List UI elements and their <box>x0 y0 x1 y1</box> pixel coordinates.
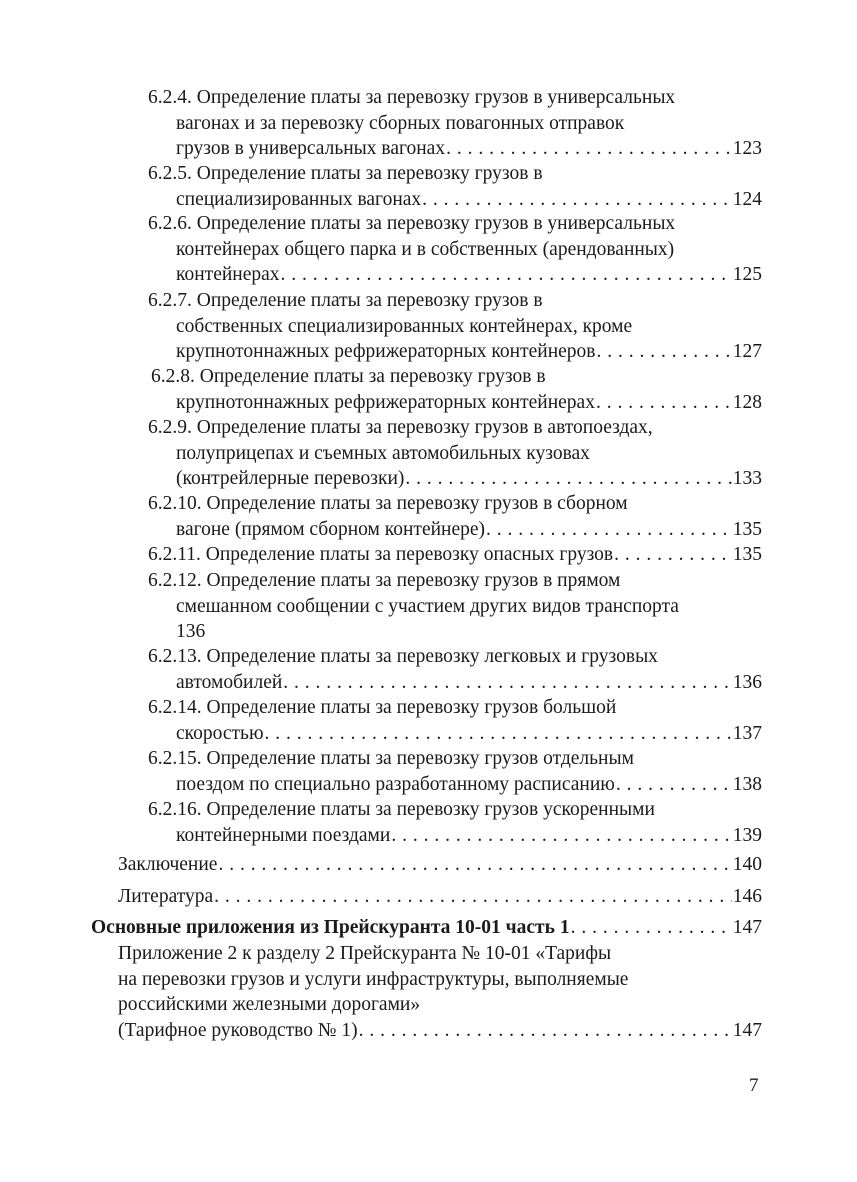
toc-page-number: 137 <box>732 722 762 744</box>
toc-entry-title: контейнерными поездами <box>176 824 391 846</box>
toc-entry-literature[interactable] <box>118 884 762 910</box>
toc-entry-line: 6.2.16. Определение платы за перевозку грузов ускоренными <box>148 799 655 820</box>
toc-entry-title: специализированных вагонах <box>176 188 422 210</box>
dot-leader <box>214 884 732 910</box>
toc-entry-6-2-9[interactable] <box>148 415 762 492</box>
toc-page-number: 147 <box>732 1019 762 1041</box>
toc-entry-6-2-4[interactable] <box>148 85 762 162</box>
toc-entry-title: автомобилей <box>176 671 283 693</box>
toc-entry-line: контейнерах общего парка и в собственных (арендованных) <box>176 238 675 260</box>
toc-entry-6-2-8[interactable] <box>151 364 762 415</box>
dot-leader <box>422 187 732 213</box>
toc-page-number: 146 <box>732 886 762 907</box>
toc-entry-6-2-16[interactable] <box>148 797 762 848</box>
toc-entry-title: Заключение <box>118 854 218 875</box>
toc-entry-6-2-5[interactable] <box>148 161 762 212</box>
dot-leader <box>405 466 731 492</box>
dot-leader <box>283 670 731 696</box>
toc-page-number: 138 <box>732 773 762 795</box>
dot-leader <box>571 915 732 941</box>
toc-page-number: 147 <box>732 917 762 938</box>
toc-entry-title: (контрейлерные перевозки) <box>176 468 405 489</box>
toc-page-number: 139 <box>732 824 762 846</box>
toc-entry-line: 6.2.5. Определение платы за перевозку грузов в <box>148 163 543 184</box>
toc-page-number: 136 <box>176 621 206 642</box>
dot-leader <box>486 517 732 543</box>
toc-entry-6-2-13[interactable] <box>148 644 762 695</box>
toc-entry-line: 6.2.10. Определение платы за перевозку грузов в сборном <box>148 493 628 514</box>
toc-entry-line: Приложение 2 к разделу 2 Прейскуранта № 10-01 «Тарифы <box>118 943 612 964</box>
toc-page-number: 140 <box>732 854 762 875</box>
toc-page-number: 133 <box>732 468 762 489</box>
toc-entry-title: грузов в универсальных вагонах <box>176 138 446 159</box>
dot-leader <box>218 852 731 878</box>
toc-entry-line: 6.2.7. Определение платы за перевозку грузов в <box>148 290 543 311</box>
toc-entry-line: 6.2.15. Определение платы за перевозку грузов отдельным <box>148 748 634 769</box>
toc-page-number: 123 <box>732 138 762 159</box>
dot-leader <box>614 542 732 568</box>
toc-entry-6-2-12[interactable] <box>148 568 762 645</box>
toc-entry-6-2-7[interactable] <box>148 288 762 365</box>
toc-entry-6-2-6[interactable] <box>148 211 762 288</box>
toc-entry-line: российскими железными дорогами» <box>118 994 421 1015</box>
toc-entry-line: 6.2.6. Определение платы за перевозку грузов в универсальных <box>148 213 676 234</box>
toc-entry-title: вагоне (прямом сборном контейнере) <box>176 518 486 540</box>
dot-leader <box>265 721 732 747</box>
toc-entry-appendices[interactable] <box>91 915 762 941</box>
toc-page-number: 136 <box>732 671 762 693</box>
toc-entry-title: Основные приложения из Прейскуранта 10-01 часть 1 <box>91 917 570 938</box>
toc-page-number: 124 <box>732 188 762 210</box>
toc-page-number: 128 <box>732 391 762 413</box>
toc-entry-line: собственных специализированных контейнерах, кроме <box>176 315 633 337</box>
toc-entry-title: скоростью <box>176 722 264 744</box>
dot-leader <box>391 823 731 849</box>
dot-leader <box>281 262 732 288</box>
toc-entry-6-2-10[interactable] <box>148 491 762 542</box>
toc-entry-title: (Тарифное руководство № 1) <box>118 1019 358 1041</box>
dot-leader <box>616 772 732 798</box>
toc-entry-line: вагонах и за перевозку сборных повагонных отправок <box>176 112 625 134</box>
toc-page-number: 125 <box>732 264 762 285</box>
toc-entry-6-2-14[interactable] <box>148 695 762 746</box>
toc-page-number: 135 <box>732 544 762 565</box>
toc-entry-line: 6.2.13. Определение платы за перевозку легковых и грузовых <box>148 646 658 667</box>
dot-leader <box>597 339 732 365</box>
toc-entry-line: 6.2.8. Определение платы за перевозку грузов в <box>151 366 546 387</box>
toc-entry-line: 6.2.12. Определение платы за перевозку грузов в прямом <box>148 570 621 591</box>
toc-entry-title: Литература <box>118 886 214 907</box>
toc-entry-line: 6.2.9. Определение платы за перевозку грузов в автопоездах, <box>148 417 653 438</box>
page-number: 7 <box>749 1075 759 1096</box>
dot-leader <box>596 390 732 416</box>
toc-entry-title: крупнотоннажных рефрижераторных контейнерах <box>176 391 595 413</box>
toc-entry-title: поездом по специально разработанному расписанию <box>176 773 615 795</box>
toc-entry-line: смешанном сообщении с участием других видов транспорта <box>176 595 679 617</box>
toc-entry-line: 6.2.14. Определение платы за перевозку грузов большой <box>148 697 617 718</box>
toc-entry-6-2-11[interactable] <box>148 542 762 568</box>
toc-entry-conclusion[interactable] <box>118 852 762 878</box>
toc-page-number: 135 <box>732 518 762 540</box>
toc-entry-title: контейнерах <box>176 264 280 285</box>
toc-entry-line: полуприцепах и съемных автомобильных кузовах <box>176 442 590 464</box>
toc-entry-appendix-2[interactable] <box>118 941 762 1043</box>
dot-leader <box>359 1018 732 1044</box>
toc-entry-title: 6.2.11. Определение платы за перевозку опасных грузов <box>148 544 614 565</box>
toc-entry-line: на перевозки грузов и услуги инфраструктуры, выполняемые <box>118 968 629 990</box>
dot-leader <box>446 136 732 162</box>
toc-page-number: 127 <box>732 341 762 362</box>
toc-entry-6-2-15[interactable] <box>148 746 762 797</box>
toc-entry-title: крупнотоннажных рефрижераторных контейнеров <box>176 341 596 362</box>
toc-entry-line: 6.2.4. Определение платы за перевозку грузов в универсальных <box>148 87 676 108</box>
